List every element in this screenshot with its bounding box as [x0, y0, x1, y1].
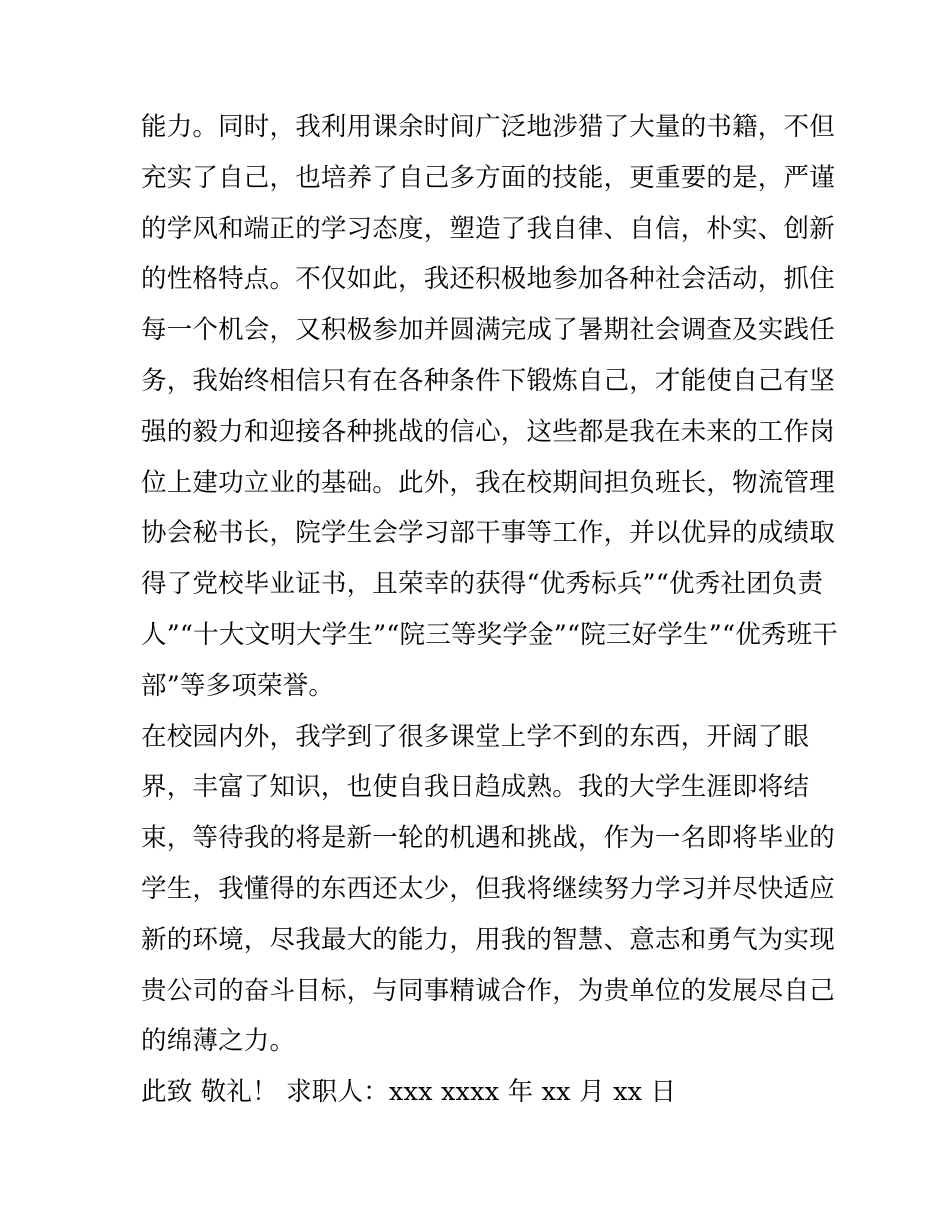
text-line: 人”“十大文明大学生”“院三等奖学金”“院三好学生”“优秀班干	[141, 619, 838, 650]
text-line: 学生，我懂得的东西还太少，但我将继续努力学习并尽快适应	[141, 873, 835, 904]
text-line: 得了党校毕业证书，且荣幸的获得“优秀标兵”“优秀社团负责	[141, 569, 824, 600]
letter-body	[141, 102, 838, 1118]
text-line: 充实了自己，也培养了自己多方面的技能，更重要的是，严谨	[141, 162, 835, 193]
text-line: 务，我始终相信只有在各种条件下锻炼自己，才能使自己有坚	[141, 365, 835, 396]
text-line: 协会秘书长，院学生会学习部干事等工作，并以优异的成绩取	[141, 518, 835, 549]
text-line: 每一个机会，又积极参加并圆满完成了暑期社会调查及实践任	[141, 315, 835, 346]
text-line: 贵公司的奋斗目标，与同事精诚合作，为贵单位的发展尽自己	[141, 975, 835, 1006]
text-line: 的性格特点。不仅如此，我还积极地参加各种社会活动，抓住	[141, 264, 835, 295]
text-line: 强的毅力和迎接各种挑战的信心，这些都是我在未来的工作岗	[141, 416, 835, 447]
text-line: 的学风和端正的学习态度，塑造了我自律、自信，朴实、创新	[141, 213, 835, 244]
text-line: 能力。同时，我利用课余时间广泛地涉猎了大量的书籍，不但	[141, 112, 835, 142]
text-line: 界，丰富了知识，也使自我日趋成熟。我的大学生涯即将结	[141, 772, 810, 803]
text-line: 束，等待我的将是新一轮的机遇和挑战，作为一名即将毕业的	[141, 823, 835, 854]
closing-signature: 此致 敬礼！ 求职人：xxx xxxx 年 xx 月 xx 日	[141, 1077, 677, 1108]
text-line: 的绵薄之力。	[141, 1026, 296, 1057]
text-line: 位上建功立业的基础。此外，我在校期间担负班长，物流管理	[141, 467, 835, 498]
text-line: 部”等多项荣誉。	[141, 670, 335, 701]
text-line: 在校园内外，我学到了很多课堂上学不到的东西，开阔了眼	[141, 721, 810, 752]
text-line: 新的环境，尽我最大的能力，用我的智慧、意志和勇气为实现	[141, 924, 835, 955]
